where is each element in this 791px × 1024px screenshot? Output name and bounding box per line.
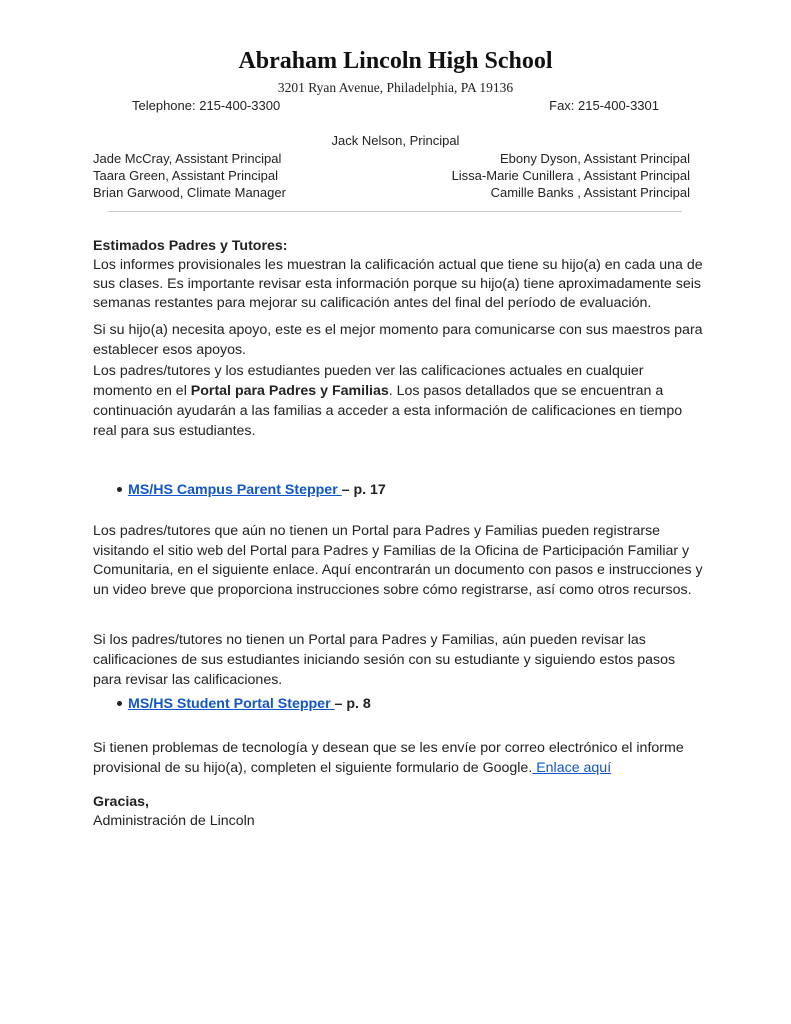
telephone: Telephone: 215-400-3300	[132, 98, 281, 113]
campus-parent-stepper-link[interactable]: MS/HS Campus Parent Stepper	[128, 482, 342, 498]
staff-list-left	[93, 150, 286, 201]
staff-member: Brian Garwood, Climate Manager	[93, 185, 286, 200]
paragraph-1: Los informes provisionales les muestran la calificación actual que tiene su hijo(a) en cada una de sus clases. Es importante revisar esta información porque su hijo(a) tiene aproximadamente seis semanas restantes para mejorar su calificación antes del final del período de evaluación.	[93, 257, 703, 311]
paragraph-2: Si su hijo(a) necesita apoyo, este es el mejor momento para comunicarse con sus maestros para establecer esos apoyos.	[93, 322, 703, 358]
paragraph-3-text: Los padres/tutores y los estudiantes pueden ver las calificaciones actuales en cualquier momento en el	[93, 363, 644, 399]
closing-section	[93, 793, 255, 831]
bullet-campus-parent-stepper	[117, 482, 386, 498]
school-name: Abraham Lincoln High School	[238, 48, 553, 74]
bullet-icon	[117, 701, 122, 706]
fax: Fax: 215-400-3301	[549, 98, 659, 113]
bullet-icon	[117, 487, 122, 492]
paragraph-4: Los padres/tutores que aún no tienen un Portal para Padres y Familias pueden registrarse visitando el sitio web del Portal para Padres y Familias de la Oficina de Participación Familiar y Comunitaria, en el siguiente enlace. Aquí encontrarán un documento con pasos e instrucciones y un video breve que proporciona instrucciones sobre cómo registrarse, así como otros recursos.	[93, 523, 703, 598]
paragraph-5: Si los padres/tutores no tienen un Portal para Padres y Familias, aún pueden revisar las calificaciones de sus estudiantes iniciando sesión con su estudiante y siguiendo estos pasos para revisar las calificaciones.	[93, 632, 676, 688]
greeting: Estimados Padres y Tutores:	[93, 238, 288, 254]
paragraph-6-text: Si tienen problemas de tecnología y desean que se les envíe por correo electrónico el informe provisional de su hijo(a), completen el siguiente formulario de Google.	[93, 740, 684, 776]
student-portal-stepper-link[interactable]: MS/HS Student Portal Stepper	[128, 696, 335, 712]
page-ref: – p. 17	[341, 482, 386, 498]
staff-member: Lissa-Marie Cunillera , Assistant Principal	[451, 168, 690, 183]
bullet-student-portal-stepper	[117, 696, 371, 712]
paragraph-3-text-end: . Los pasos detallados que se encuentran a continuación ayudarán a las familias a acceder a esta información de calificaciones en tiempo real para sus estudiantes.	[93, 383, 683, 439]
closing: Gracias,	[93, 794, 150, 810]
staff-member: Jade McCray, Assistant Principal	[93, 151, 282, 166]
staff-member: Taara Green, Assistant Principal	[93, 168, 278, 183]
school-address: 3201 Ryan Avenue, Philadelphia, PA 19136	[277, 80, 514, 95]
page-ref: – p. 8	[334, 696, 371, 712]
header-divider	[108, 211, 682, 212]
paragraph-3	[93, 361, 703, 441]
staff-list-right	[452, 150, 690, 201]
intro-section	[93, 237, 703, 313]
principal: Jack Nelson, Principal	[331, 133, 460, 148]
signature: Administración de Lincoln	[93, 813, 255, 829]
portal-name: Portal para Padres y Familias	[190, 383, 389, 399]
staff-member: Camille Banks , Assistant Principal	[490, 185, 690, 200]
google-form-link[interactable]: Enlace aquí	[532, 760, 612, 776]
paragraph-6	[93, 738, 703, 778]
staff-member: Ebony Dyson, Assistant Principal	[499, 151, 690, 166]
